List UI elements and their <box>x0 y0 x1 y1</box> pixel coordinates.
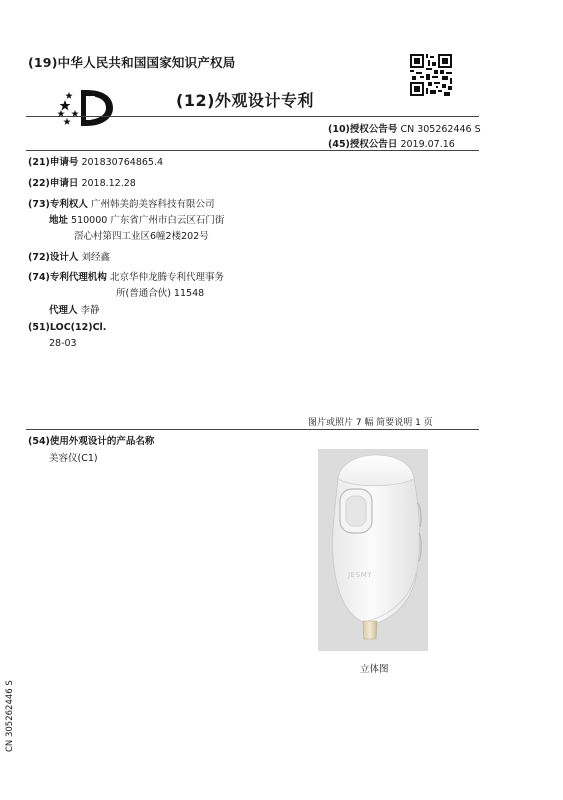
patent-agency <box>28 269 224 283</box>
beauty-device-icon <box>318 449 428 651</box>
side-publication-number: CN 305262446 S <box>5 680 15 752</box>
address-line-1: 510000 广东省广州市白云区石门街 <box>71 215 225 226</box>
publication-date-value: 2019.07.16 <box>400 139 455 150</box>
address <box>49 212 224 226</box>
figure-summary: 图片或照片 7 幅 简要说明 1 页 <box>308 418 433 428</box>
application-number <box>28 154 163 168</box>
publication-number-value: CN 305262446 S <box>400 124 481 135</box>
patent-agency-label: (74)专利代理机构 <box>28 272 107 283</box>
product-name-label: (54)使用外观设计的产品名称 <box>28 436 155 447</box>
patent-agency-line-2: 所(普通合伙) 11548 <box>116 288 205 299</box>
patentee-label: (73)专利权人 <box>28 199 88 210</box>
patentee-value: 广州韩美韵美容科技有限公司 <box>90 199 215 210</box>
agent-label: 代理人 <box>49 305 78 316</box>
address-line-2: 滘心村第四工业区6幢2楼202号 <box>74 231 209 242</box>
patentee <box>28 196 214 210</box>
application-date <box>28 175 136 189</box>
designer <box>28 249 110 263</box>
publication-date <box>328 136 455 150</box>
loc-classification-value: 28-03 <box>49 338 77 349</box>
agent-value: 李静 <box>80 305 100 316</box>
pub-divider <box>26 150 479 151</box>
qr-code-icon <box>410 54 452 96</box>
cnipa-logo-icon <box>55 86 117 130</box>
product-figure <box>318 449 428 651</box>
office-title: (19)中华人民共和国国家知识产权局 <box>28 55 236 70</box>
application-date-value: 2018.12.28 <box>81 178 136 189</box>
brand-logo-text: JESMY <box>348 571 373 579</box>
publication-date-label: (45)授权公告日 <box>328 139 398 150</box>
application-date-label: (22)申请日 <box>28 178 79 189</box>
figure-caption: 立体图 <box>360 664 389 675</box>
publication-number <box>328 121 481 135</box>
application-number-value: 201830764865.4 <box>81 157 164 168</box>
address-label: 地址 <box>49 215 69 226</box>
designer-label: (72)设计人 <box>28 252 79 263</box>
summary-divider <box>26 429 479 430</box>
loc-classification-label: (51)LOC(12)Cl. <box>28 322 107 333</box>
publication-number-label: (10)授权公告号 <box>328 124 398 135</box>
application-number-label: (21)申请号 <box>28 157 79 168</box>
patent-agency-line-1: 北京华仲龙腾专利代理事务 <box>109 272 224 283</box>
header-divider <box>26 116 479 117</box>
product-name-value: 美容仪(C1) <box>49 453 98 464</box>
document-type-title: (12)外观设计专利 <box>176 91 314 110</box>
designer-value: 刘经鑫 <box>81 252 110 263</box>
agent <box>49 302 100 316</box>
